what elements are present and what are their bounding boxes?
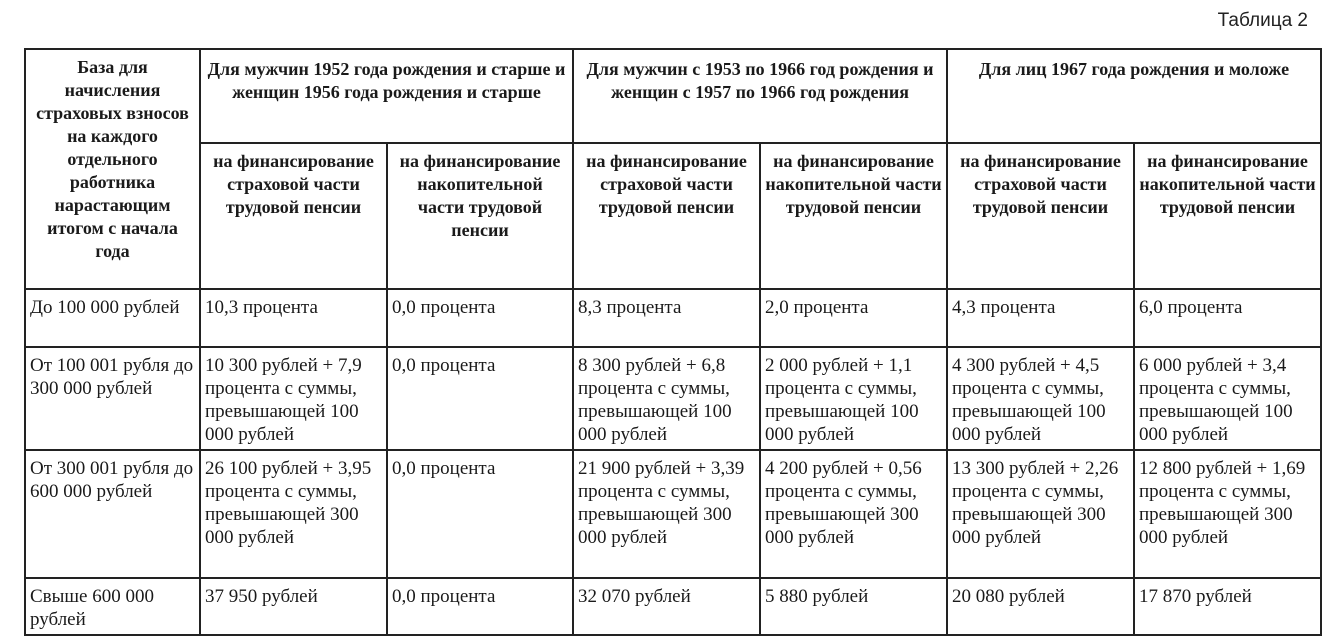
table-row [25,450,1321,578]
table-cell: 0,0 процента [387,347,573,450]
table-cell: 20 080 рублей [947,578,1134,635]
table-row [25,289,1321,347]
table-cell: 4,3 процента [947,289,1134,347]
header-sub-funded: на финансирование накопительной части трудовой пенсии [760,143,947,289]
table-cell: 6,0 процента [1134,289,1321,347]
table-cell: 12 800 рублей + 1,69 процента с суммы, превышающей 300 000 рублей [1134,450,1321,578]
table-cell: 2 000 рублей + 1,1 процента с суммы, превышающей 100 000 рублей [760,347,947,450]
table-cell: 0,0 процента [387,289,573,347]
header-group-1953-1966: Для мужчин с 1953 по 1966 год рождения и женщин с 1957 по 1966 год рождения [573,49,947,143]
header-group-1967: Для лиц 1967 года рождения и моложе [947,49,1321,143]
table-cell: 4 200 рублей + 0,56 процента с суммы, превышающей 300 000 рублей [760,450,947,578]
table-caption: Таблица 2 [1217,10,1308,31]
row-base-label: До 100 000 рублей [25,289,200,347]
table-cell: 10 300 рублей + 7,9 процента с суммы, превышающей 100 000 рублей [200,347,387,450]
row-base-label: Свыше 600 000 рублей [25,578,200,635]
header-sub-insurance: на финансирование страховой части трудовой пенсии [200,143,387,289]
table-cell: 8 300 рублей + 6,8 процента с суммы, превышающей 100 000 рублей [573,347,760,450]
table-cell: 0,0 процента [387,578,573,635]
header-sub-insurance: на финансирование страховой части трудовой пенсии [947,143,1134,289]
contribution-rates-table [24,48,1322,636]
header-sub-funded: на финансирование накопительной части трудовой пенсии [387,143,573,289]
table-cell: 13 300 рублей + 2,26 процента с суммы, превышающей 300 000 рублей [947,450,1134,578]
table-cell: 6 000 рублей + 3,4 процента с суммы, превышающей 100 000 рублей [1134,347,1321,450]
row-base-label: От 300 001 рубля до 600 000 рублей [25,450,200,578]
table-cell: 10,3 процента [200,289,387,347]
header-base: База для начисления страховых взносов на каждого отдельного работника нарастающим итогом с начала года [25,49,200,289]
table-row [25,347,1321,450]
table-cell: 26 100 рублей + 3,95 процента с суммы, превышающей 300 000 рублей [200,450,387,578]
table-cell: 8,3 процента [573,289,760,347]
header-sub-funded: на финансирование накопительной части трудовой пенсии [1134,143,1321,289]
table-cell: 17 870 рублей [1134,578,1321,635]
header-group-1952: Для мужчин 1952 года рождения и старше и женщин 1956 года рождения и старше [200,49,573,143]
row-base-label: От 100 001 рубля до 300 000 рублей [25,347,200,450]
table-cell: 0,0 процента [387,450,573,578]
table-cell: 37 950 рублей [200,578,387,635]
table-cell: 32 070 рублей [573,578,760,635]
table-cell: 5 880 рублей [760,578,947,635]
table-cell: 21 900 рублей + 3,39 процента с суммы, превышающей 300 000 рублей [573,450,760,578]
table-cell: 2,0 процента [760,289,947,347]
table-row [25,578,1321,635]
header-sub-insurance: на финансирование страховой части трудовой пенсии [573,143,760,289]
table-cell: 4 300 рублей + 4,5 процента с суммы, превышающей 100 000 рублей [947,347,1134,450]
